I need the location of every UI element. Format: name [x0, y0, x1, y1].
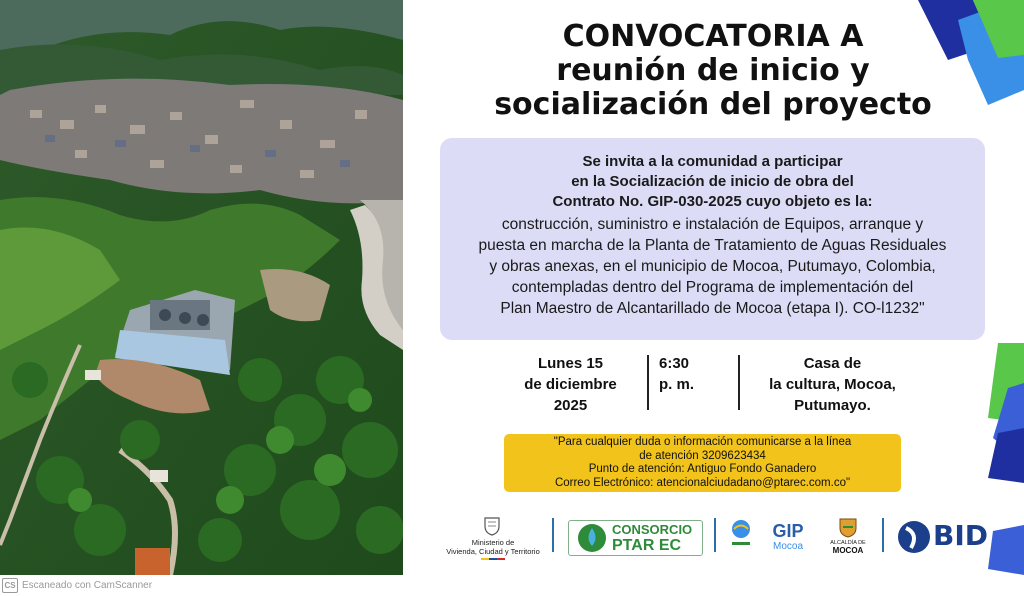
- title-line-2: reunión de inicio y: [556, 53, 870, 88]
- alcaldia-shield-icon: [839, 518, 857, 538]
- logo-ministerio: [423, 510, 563, 566]
- logo-divider-2: [714, 518, 716, 552]
- announcement-panel: [403, 0, 1024, 575]
- logo-divider-3: [882, 518, 884, 552]
- invite-bold-line-1: Se invita a la comunidad a participar: [582, 153, 843, 170]
- ministerio-line-1: Ministerio de: [471, 538, 515, 547]
- ministerio-line-2: Vivienda, Ciudad y Territorio: [446, 547, 540, 556]
- consorcio-line-2: PTAR EC: [612, 537, 682, 554]
- place-line-3: Putumayo.: [794, 397, 871, 414]
- date-line-3: 2025: [553, 397, 588, 414]
- gip-line-2: Mocoa: [772, 541, 803, 552]
- title-line-3: socialización del proyecto: [494, 87, 932, 122]
- event-date: [508, 353, 633, 415]
- invitation-box: [440, 138, 985, 340]
- event-divider-1: [647, 355, 649, 410]
- contact-line-3: Punto de atención: Antiguo Fondo Ganadero: [588, 463, 817, 475]
- invite-body-line-3: y obras anexas, en el municipio de Mocoa, Putumayo, Colombia,: [489, 258, 936, 275]
- camscanner-watermark: [2, 577, 152, 593]
- time-line-2: p. m.: [659, 376, 695, 393]
- invite-bold-line-3: Contrato No. GIP-030-2025 cuyo objeto es la:: [552, 193, 873, 210]
- time-line-1: 6:30: [659, 355, 690, 372]
- mocoa-emblem-icon: [729, 518, 753, 552]
- invite-body-line-1: construcción, suministro e instalación de Equipos, arranque y: [501, 216, 924, 233]
- event-place: [755, 353, 910, 415]
- invite-body-line-4: contempladas dentro del Programa de implementación del: [511, 279, 914, 296]
- aerial-photo-mocoa: [0, 0, 403, 575]
- page-title: [463, 20, 963, 122]
- logo-alcaldia-mocoa: [823, 510, 873, 566]
- title-line-1: CONVOCATORIA A: [562, 19, 864, 54]
- contact-box: [504, 434, 901, 492]
- alcaldia-line-2: MOCOA: [832, 546, 864, 555]
- camscanner-icon: CS: [2, 578, 18, 593]
- bid-globe-icon: [897, 520, 931, 554]
- bid-text: BID: [933, 519, 989, 552]
- date-line-2: de diciembre: [524, 376, 617, 393]
- invite-bold-line-2: en la Socialización de inicio de obra del: [571, 173, 854, 190]
- logo-divider-1: [552, 518, 554, 552]
- contact-line-4: Correo Electrónico: atencionalciudadano@ptarec.com.co": [554, 476, 851, 489]
- alcaldia-line-1: ALCALDÍA DE: [830, 540, 866, 546]
- logo-consorcio-ptar-ec: [568, 510, 703, 566]
- camscanner-text: Escaneado con CamScanner: [22, 579, 153, 591]
- invite-body-line-2: puesta en marcha de la Planta de Tratamiento de Aguas Residuales: [478, 237, 947, 254]
- place-line-1: Casa de: [803, 355, 862, 372]
- event-time: [659, 353, 731, 415]
- contact-line-2: de atención 3209623434: [639, 449, 766, 462]
- gip-line-1: GIP: [772, 521, 804, 541]
- side-decoration-right: [988, 343, 1024, 575]
- flag-stripe: [481, 558, 505, 560]
- date-line-1: Lunes 15: [537, 355, 604, 372]
- water-drop-icon: [572, 522, 612, 554]
- place-line-2: la cultura, Mocoa,: [769, 376, 896, 393]
- logo-bid: [897, 510, 987, 566]
- invite-body-line-5: Plan Maestro de Alcantarillado de Mocoa (etapa I). CO-l1232": [500, 300, 925, 317]
- coat-of-arms-icon: [483, 516, 501, 536]
- event-divider-2: [738, 355, 740, 410]
- consorcio-line-1: CONSORCIO: [612, 522, 693, 537]
- contact-line-1: "Para cualquier duda o información comunicarse a la línea: [553, 436, 852, 448]
- logo-gip-mocoa: [763, 510, 813, 566]
